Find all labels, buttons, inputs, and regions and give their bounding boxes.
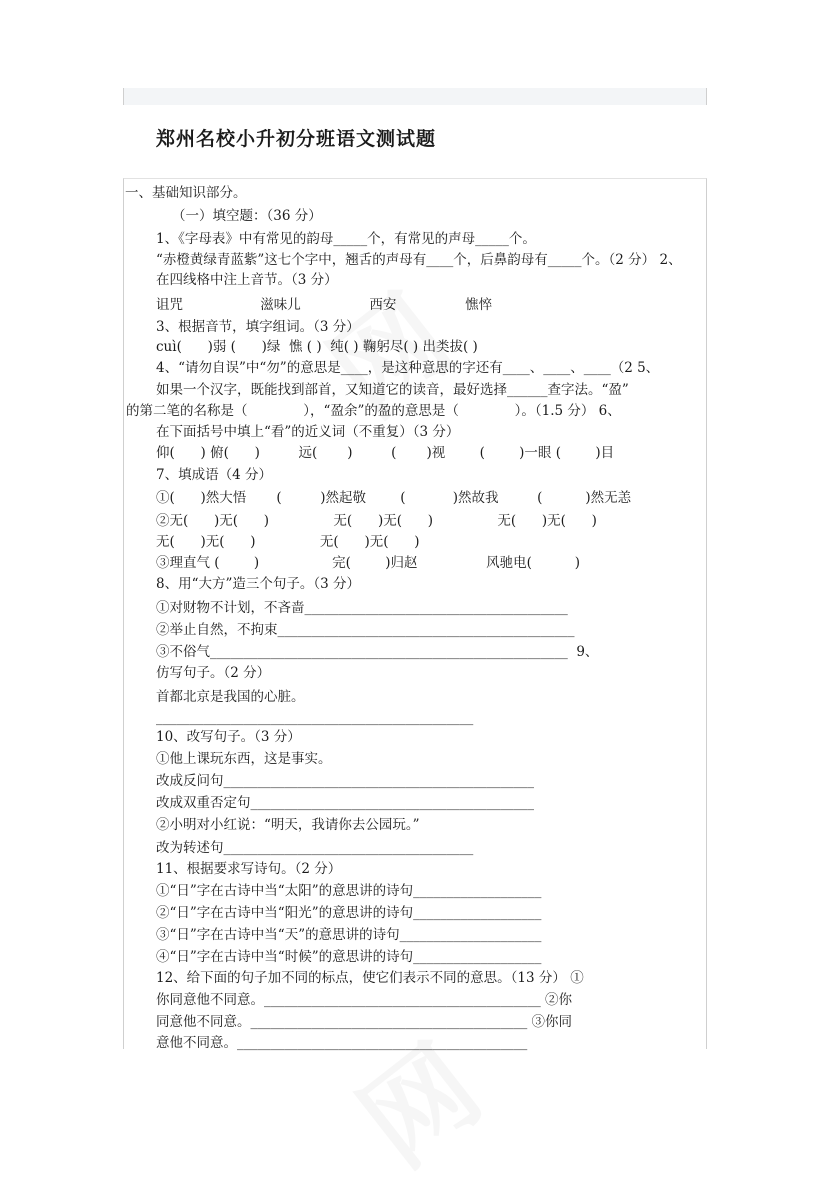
question-text: 改成双重否定句__________________________________________ (156, 795, 534, 811)
question-text: cuì( )弱 ( )绿 憔 ( ) 纯( ) 鞠躬尽( ) 出类拔( ) (156, 339, 478, 355)
question-text: 1、《字母表》中有常见的韵母_____个，有常见的声母_____个。 (156, 231, 536, 247)
question-text: 3、根据音节，填字组词。（3 分） (156, 319, 360, 335)
question-text: ②举止自然，不拘束____________________________________________ (156, 622, 575, 638)
answer-line: _______________________________________________ (156, 710, 474, 726)
question-text: 无( )无( ) 无( )无( ) (156, 534, 420, 550)
question-text: 7、填成语（4 分） (156, 467, 272, 483)
question-text: 仰( ) 俯( ) 远( ) ( )视 ( )一眼 ( )目 (156, 445, 615, 461)
question-text: 意他不同意。___________________________________________ (156, 1035, 528, 1051)
header-bar (123, 88, 707, 105)
question-text: 改为转述句_____________________________________ (156, 840, 474, 856)
question-text: 10、改写句子。（3 分） (156, 729, 301, 745)
question-text: 11、根据要求写诗句。（2 分） (156, 861, 342, 877)
question-text: 你同意他不同意。_________________________________________ ②你 (156, 992, 573, 1008)
question-text: 8、用“大方”造三个句子。（3 分） (156, 576, 361, 592)
question-text: 如果一个汉字，既能找到部首，又知道它的读音，最好选择______查字法。“盈” (156, 382, 629, 398)
question-text: ①他上课玩东西，这是事实。 (156, 751, 332, 767)
question-text: ③理直气 ( ) 完( )归赵 风驰电( ) (156, 555, 581, 571)
question-text: 仿写句子。（2 分） (156, 665, 271, 681)
question-text: 的第二笔的名称是（ ），“盈余”的盈的意思是（ ）。（1.5 分） 6、 (126, 403, 621, 419)
question-text: ②无( )无( ) 无( )无( ) 无( )无( ) (156, 513, 597, 529)
question-text: 在下面括号中填上“看”的近义词（不重复）（3 分） (156, 424, 460, 440)
question-text: 改成反问句______________________________________________ (156, 773, 534, 789)
question-text: ②“日”字在古诗中当“阳光”的意思讲的诗句___________________ (156, 905, 542, 921)
question-text: 首都北京是我国的心脏。 (156, 689, 305, 705)
document-title: 郑州名校小升初分班语文测试题 (156, 128, 437, 150)
question-text: ①( )然大悟 ( )然起敬 ( )然故我 ( )然无恙 (156, 490, 632, 506)
question-text: 12、给下面的句子加不同的标点，使它们表示不同的意思。（13 分） ① (156, 970, 584, 986)
question-text: “赤橙黄绿青蓝紫”这七个字中，翘舌的声母有____个，后鼻韵母有_____个。（2 分） 2、 (156, 252, 682, 268)
subsection-heading: （一）填空题：（36 分） (172, 208, 322, 224)
question-text: ①对财物不计划，不吝啬_______________________________________ (156, 600, 568, 616)
section-heading: 一、基础知识部分。 (125, 185, 247, 201)
question-text: ③“日”字在古诗中当“天”的意思讲的诗句_____________________ (156, 927, 542, 943)
question-text: ③不俗气_____________________________________________________ 9、 (156, 644, 599, 660)
question-text: ①“日”字在古诗中当“太阳”的意思讲的诗句___________________ (156, 883, 542, 899)
question-text: ④“日”字在古诗中当“时候”的意思讲的诗句___________________ (156, 949, 542, 965)
question-text: 同意他不同意。_________________________________________ ③你同 (156, 1014, 573, 1030)
question-text: ②小明对小红说：“明天，我请你去公园玩。” (156, 817, 420, 833)
question-text: 4、“请勿自误”中“勿”的意思是____，是这种意思的字还有____、____、____（2 5、 (156, 360, 660, 376)
question-text: 在四线格中注上音节。（3 分） (156, 272, 338, 288)
question-text: 诅咒 滋味儿 西安 憔悴 (156, 297, 493, 313)
